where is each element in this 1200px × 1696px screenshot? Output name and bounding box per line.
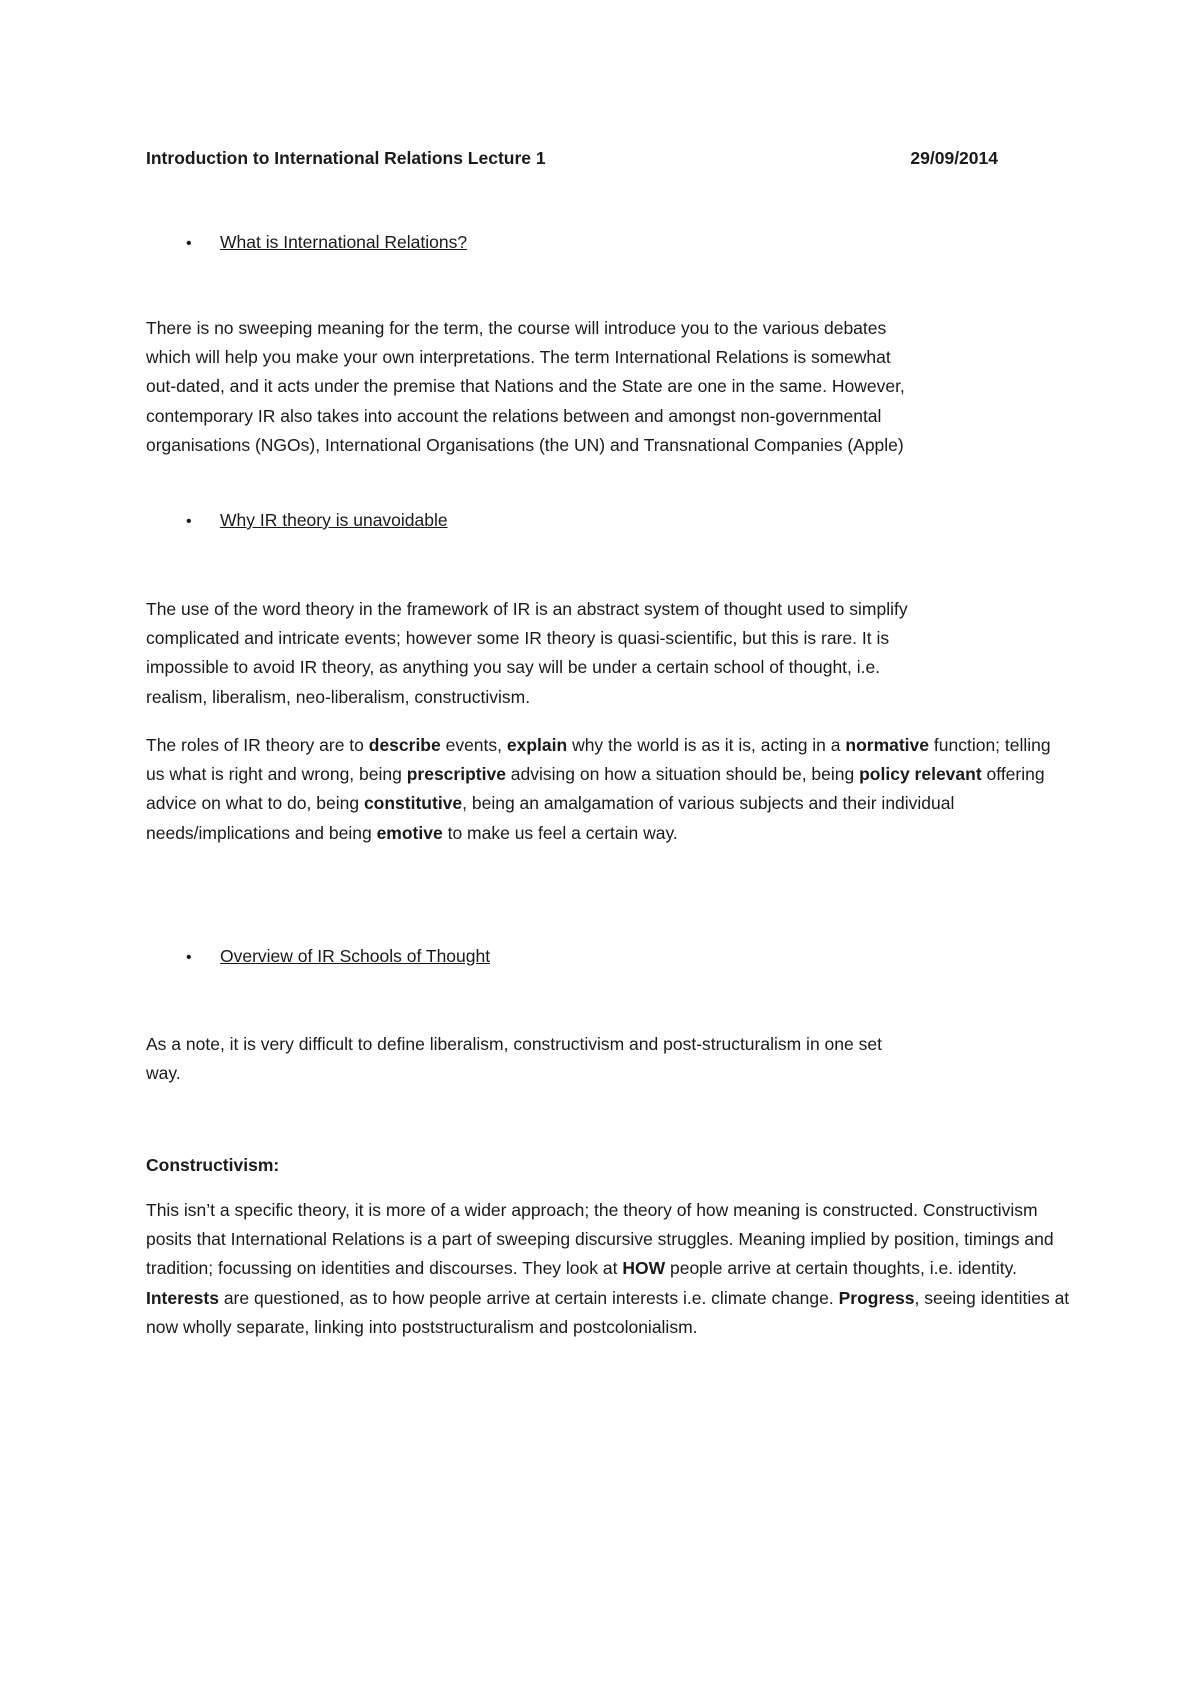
text-run: people arrive at certain thoughts, i.e. identity.: [665, 1258, 1017, 1279]
document-date: 29/09/2014: [910, 148, 998, 168]
text-run: , being an amalgamation of various subjects and their individual needs/implications and being: [146, 793, 955, 843]
text-line: which will help you make your own interpretations. The term International Relations is somewhat: [146, 347, 891, 368]
section-heading-what-is-ir: [186, 232, 467, 253]
text-line: way.: [146, 1063, 181, 1084]
bold-term: describe: [368, 735, 441, 755]
text-line: complicated and intricate events; however some IR theory is quasi-scientific, but this is rare. It is: [146, 628, 890, 649]
text-line: impossible to avoid IR theory, as anything you say will be under a certain school of thought, i.e.: [146, 657, 881, 678]
text-run: This isn’t a specific theory, it is more of a wider approach; the theory of how meaning is constructed. Constructivism posits that International Relations is a part of sweeping discursive struggles. Meaning implied by position, timings and tradition; focussing on identities and discourses. They look at: [146, 1200, 1054, 1279]
text-line: As a note, it is very difficult to define liberalism, constructivism and post-structuralism in one set: [146, 1034, 882, 1054]
constructivism-heading: Constructivism:: [146, 1155, 280, 1175]
section-heading-schools-of-thought: [186, 946, 490, 967]
text-line: The use of the word theory in the framework of IR is an abstract system of thought used to simplify: [146, 599, 908, 619]
text-run: to make us feel a certain way.: [442, 822, 678, 843]
paragraph-theory-roles: [146, 731, 1071, 848]
bold-term: emotive: [376, 822, 443, 843]
bullet-icon: •: [186, 235, 192, 252]
section-heading-ir-theory: [186, 510, 448, 531]
bold-term: Interests: [146, 1287, 219, 1308]
text-run: events,: [440, 735, 507, 755]
paragraph-constructivism: [146, 1196, 1071, 1342]
bullet-icon: •: [186, 513, 192, 530]
text-run: The roles of IR theory are to: [146, 735, 369, 755]
text-line: organisations (NGOs), International Organisations (the UN) and Transnational Companies (Apple): [146, 434, 904, 455]
bold-term: explain: [506, 735, 568, 755]
bold-term: normative: [845, 735, 930, 755]
paragraph-theory-definition: [146, 595, 1066, 712]
text-line: out-dated, and it acts under the premise that Nations and the State are one in the same. However,: [146, 376, 905, 397]
bold-term: constitutive: [363, 793, 463, 814]
text-run: function; telling us what is right and wrong, being: [146, 735, 1051, 785]
text-line: There is no sweeping meaning for the term, the course will introduce you to the various debates: [146, 318, 887, 338]
bold-term: Progress: [838, 1287, 915, 1308]
text-run: , seeing identities at now wholly separate, linking into poststructuralism and postcolonialism.: [146, 1287, 1070, 1337]
section-heading-label: What is International Relations?: [220, 232, 468, 252]
bold-term: policy relevant: [859, 764, 982, 785]
bold-term: prescriptive: [406, 764, 506, 785]
text-line: realism, liberalism, neo-liberalism, constructivism.: [146, 686, 531, 707]
text-run: why the world is as it is, acting in a: [567, 735, 846, 755]
text-line: contemporary IR also takes into account the relations between and amongst non-governmental: [146, 405, 882, 426]
text-run: advising on how a situation should be, being: [505, 764, 860, 785]
document-title: Introduction to International Relations Lecture 1: [146, 148, 546, 168]
bold-term: HOW: [622, 1258, 666, 1279]
section-heading-label: Overview of IR Schools of Thought: [220, 946, 491, 966]
text-run: are questioned, as to how people arrive at certain interests i.e. climate change.: [218, 1287, 839, 1308]
paragraph-schools-note: [146, 1030, 1066, 1088]
paragraph-ir-definition: [146, 314, 1066, 460]
bullet-icon: •: [186, 949, 192, 966]
text-run: offering advice on what to do, being: [146, 764, 1045, 814]
section-heading-label: Why IR theory is unavoidable: [220, 510, 448, 530]
